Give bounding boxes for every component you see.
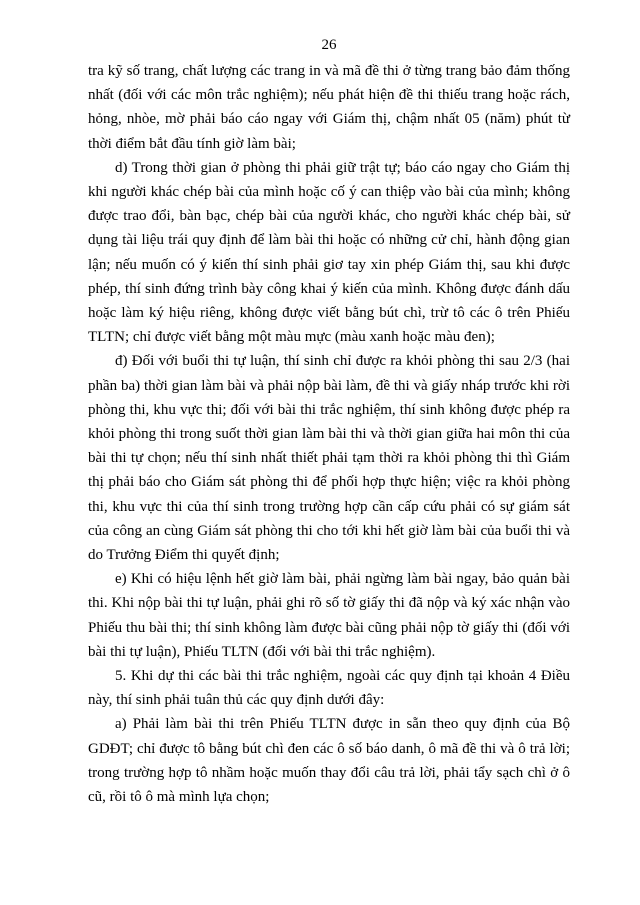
paragraph-point-dd: đ) Đối với buổi thi tự luận, thí sinh chỉ được ra khỏi phòng thi sau 2/3 (hai phần ba) thời gian làm bài và phải nộp bài làm, đề thi và giấy nháp trước khi rời phòng thi, khu vực thi; đối với bài thi trắc nghiệm, thí sinh không được phép ra khỏi phòng thi trong suốt thời gian làm bài thi và thời gian giữa hai môn thi của bài thi tự chọn; nếu thí sinh nhất thiết phải tạm thời ra khỏi phòng thi thì Giám thị phải báo cho Giám sát phòng thi để phối hợp thực hiện; việc ra khỏi phòng thi, khu vực thi của thí sinh trong trường hợp cần cấp cứu phải có sự giám sát của công an cùng Giám sát phòng thi cho tới khi hết giờ làm bài của buổi thi và do Trưởng Điểm thi quyết định; bbox=[88, 353, 570, 564]
paragraph-clause-5: 5. Khi dự thi các bài thi trắc nghiệm, ngoài các quy định tại khoản 4 Điều này, thí sinh phải tuân thủ các quy định dưới đây: bbox=[88, 668, 570, 709]
page-number: 26 bbox=[321, 37, 337, 53]
paragraph-continuation: tra kỹ số trang, chất lượng các trang in và mã đề thi ở từng trang bảo đảm thống nhất (đối với các môn trắc nghiệm); nếu phát hiện đề thi thiếu trang hoặc rách, hỏng, nhòe, mờ phải báo cáo ngay với Giám thị, chậm nhất 05 (năm) phút từ thời điểm bắt đầu tính giờ làm bài; bbox=[88, 63, 570, 152]
paragraph-point-a: a) Phải làm bài thi trên Phiếu TLTN được in sẵn theo quy định của Bộ GDĐT; chỉ được tô bằng bút chì đen các ô số báo danh, ô mã đề thi và ô trả lời; trong trường hợp tô nhầm hoặc muốn thay đổi câu trả lời, phải tẩy sạch chì ở ô cũ, rồi tô ô mà mình lựa chọn; bbox=[88, 716, 570, 806]
paragraph-point-e: e) Khi có hiệu lệnh hết giờ làm bài, phải ngừng làm bài ngay, bảo quản bài thi. Khi nộp bài thi tự luận, phải ghi rõ số tờ giấy thi đã nộp và ký xác nhận vào Phiếu thu bài thi; thí sinh không làm được bài cũng phải nộp tờ giấy thi (đối với bài thi tự luận), Phiếu TLTN (đối với bài thi trắc nghiệm). bbox=[88, 571, 570, 660]
document-body bbox=[88, 59, 570, 809]
paragraph-point-d: d) Trong thời gian ở phòng thi phải giữ trật tự; báo cáo ngay cho Giám thị khi người khác chép bài của mình hoặc cố ý can thiệp vào bài của mình; không được trao đổi, bàn bạc, chép bài của người khác, cho người khác chép bài, sử dụng tài liệu trái quy định để làm bài thi hoặc có những cử chỉ, hành động gian lận; nếu muốn có ý kiến thí sinh phải giơ tay xin phép Giám thị, sau khi được phép, thí sinh đứng trình bày công khai ý kiến của mình. Không được đánh dấu hoặc làm ký hiệu riêng, không được viết bằng bút chì, trừ tô các ô trên Phiếu TLTN; chỉ được viết bằng một màu mực (màu xanh hoặc màu đen); bbox=[88, 159, 570, 346]
